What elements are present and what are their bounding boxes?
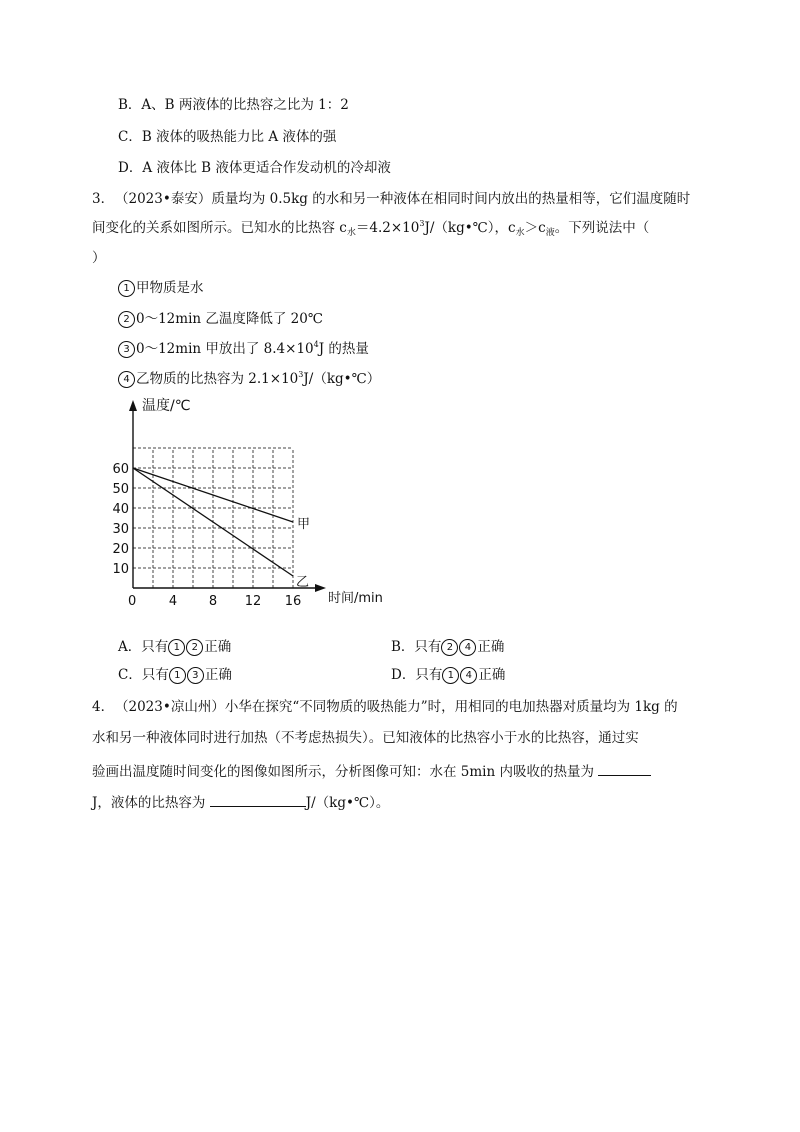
q3-stem-line2: 间变化的关系如图所示。已知水的比热容 $c_水=4.2\times 10^3J/(kg•℃)$，$c_水>c_液$。下列说法中（ [92,219,650,238]
q4-stem-line1: （2023•凉山州）小华在探究“不同物质的吸热能力”时，用相同的电加热器对质量均为 1kg 的 [115,699,678,715]
circled-number-3: 3 [118,341,135,358]
x-tick-label: 4 [168,594,178,609]
q4-number: 4． [92,699,115,715]
x-tick-label: 16 [284,594,302,609]
q3-number: 3． [92,191,115,207]
origin-label: 0 [128,594,137,609]
q3-statement-2: 2 0～12min 乙温度降低了 20℃ [118,310,323,328]
q3-statement-1: 1 甲物质是水 [118,279,204,297]
q3-statement-3: 3 0～12min 甲放出了 $8.4\times 10^4J$ 的热量 [118,340,369,360]
q3-stem-line3: ） [92,250,106,266]
q4-stem-line3: 验画出温度随时间变化的图像如图所示，分析图像可知：水在 5min 内吸收的热量为 [92,761,651,781]
x-axis-label: 时间/min [328,591,383,606]
y-tick-label: 10 [112,562,129,577]
y-tick-label: 20 [112,542,129,557]
x-axis-arrow-icon [315,584,326,592]
series-label-2: 乙 [296,575,310,590]
q2-option-b: B．A、B 两液体的比热容之比为 1：2 [118,97,349,113]
q3-stem-line1: （2023•泰安）质量均为 0.5kg 的水和另一种液体在相同时间内放出的热量相等，它们温度随时 [115,191,691,207]
y-axis-label: 温度/℃ [142,398,191,414]
y-tick-label: 50 [112,482,129,497]
circled-number-1: 1 [118,280,135,297]
q3-choice-a: A．只有 1 2 正确 [118,639,232,655]
q3-statement-4: 4 乙物质的比热容为 $2.1\times 10^3J/(kg•℃)$ [118,370,380,390]
y-axis-arrow-icon [129,400,137,411]
temperature-time-chart [108,392,398,614]
y-tick-label: 30 [112,522,129,537]
q3-choice-b: B．只有 2 4 正确 [391,639,505,655]
q4-answer-blank-1[interactable] [598,761,651,776]
q3-choice-c: C．只有 1 3 正确 [118,667,232,683]
y-tick-label: 60 [112,462,129,477]
q2-option-d: D．A 液体比 B 液体更适合作发动机的冷却液 [118,160,391,176]
series-label-1: 甲 [297,517,311,532]
series-line-2 [133,468,293,576]
x-tick-label: 8 [208,594,218,609]
q3-choice-d: D．只有 1 4 正确 [391,667,506,683]
q4-stem-line4: J，液体的比热容为 J/（kg•℃）。 [92,792,389,812]
y-tick-label: 40 [112,502,129,517]
x-tick-label: 12 [244,594,262,609]
circled-number-4: 4 [118,371,135,388]
q2-option-c: C．B 液体的吸热能力比 A 液体的强 [118,129,337,145]
q4-stem-line2: 水和另一种液体同时进行加热（不考虑热损失）。已知液体的比热容小于水的比热容，通过实 [92,730,639,746]
q4-answer-blank-2[interactable] [210,792,306,807]
circled-number-2: 2 [118,311,135,328]
